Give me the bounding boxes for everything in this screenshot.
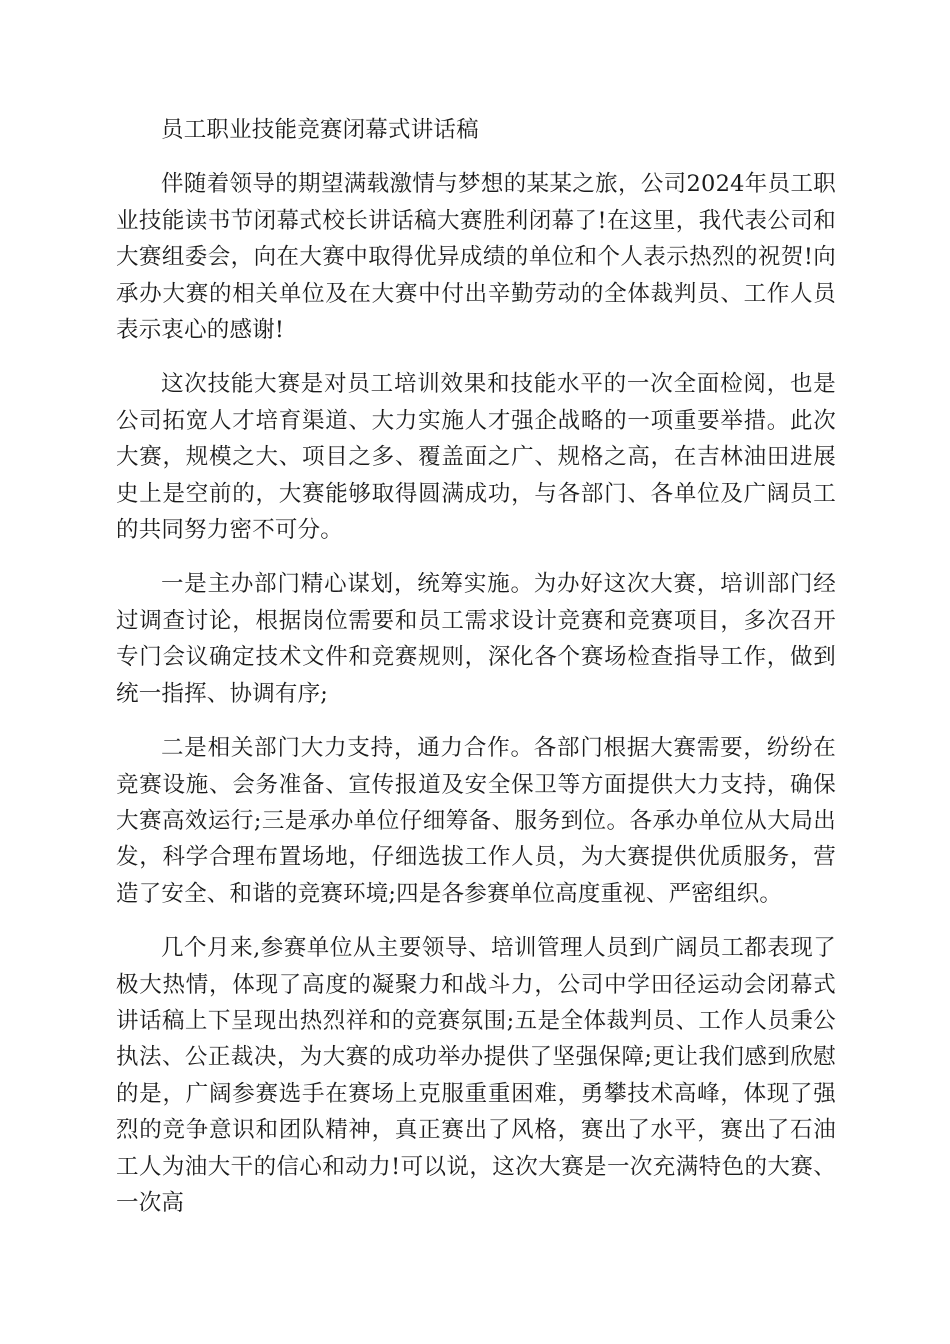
paragraph-significance: 这次技能大赛是对员工培训效果和技能水平的一次全面检阅，也是公司拓宽人才培育渠道、大力实施人才强企战略的一项重要举措。此次大赛，规模之大、项目之多、覆盖面之广、规格之高，在吉林油田进展史上是空前的，大赛能够取得圆满成功，与各部门、各单位及广阔员工的共同努力密不可分。 <box>116 371 836 544</box>
document-title: 员工职业技能竞赛闭幕式讲话稿 <box>161 117 479 143</box>
paragraph-points-two-to-four: 二是相关部门大力支持，通力合作。各部门根据大赛需要，纷纷在竞赛设施、会务准备、宣传报道及安全保卫等方面提供大力支持，确保大赛高效运行;三是承办单位仔细筹备、服务到位。各承办单位从大局出发，科学合理布置场地，仔细选拔工作人员，为大赛提供优质服务，营造了安全、和谐的竞赛环境;四是各参赛单位高度重视、严密组织。 <box>116 735 836 907</box>
paragraph-opening: 伴随着领导的期望满载激情与梦想的某某之旅，公司2024年员工职业技能读书节闭幕式校长讲话稿大赛胜利闭幕了!在这里，我代表公司和大赛组委会，向在大赛中取得优异成绩的单位和个人表示热烈的祝贺!向承办大赛的相关单位及在大赛中付出辛勤劳动的全体裁判员、工作人员表示衷心的感谢! <box>116 171 836 344</box>
paragraph-points-five-onward: 几个月来,参赛单位从主要领导、培训管理人员到广阔员工都表现了极大热情，体现了高度的凝聚力和战斗力，公司中学田径运动会闭幕式讲话稿上下呈现出热烈祥和的竞赛氛围;五是全体裁判员、工作人员秉公执法、公正裁决，为大赛的成功举办提供了坚强保障;更让我们感到欣慰的是，广阔参赛选手在赛场上克服重重困难，勇攀技术高峰，体现了强烈的竞争意识和团队精神，真正赛出了风格，赛出了水平，赛出了石油工人为油大干的信心和动力!可以说，这次大赛是一次充满特色的大赛、一次高 <box>116 935 836 1216</box>
document-body <box>116 112 836 1239</box>
paragraph-point-one: 一是主办部门精心谋划，统筹实施。为办好这次大赛，培训部门经过调查讨论，根据岗位需要和员工需求设计竞赛和竞赛项目，多次召开专门会议确定技术文件和竞赛规则，深化各个赛场检查指导工作，做到统一指挥、协调有序; <box>116 571 836 707</box>
